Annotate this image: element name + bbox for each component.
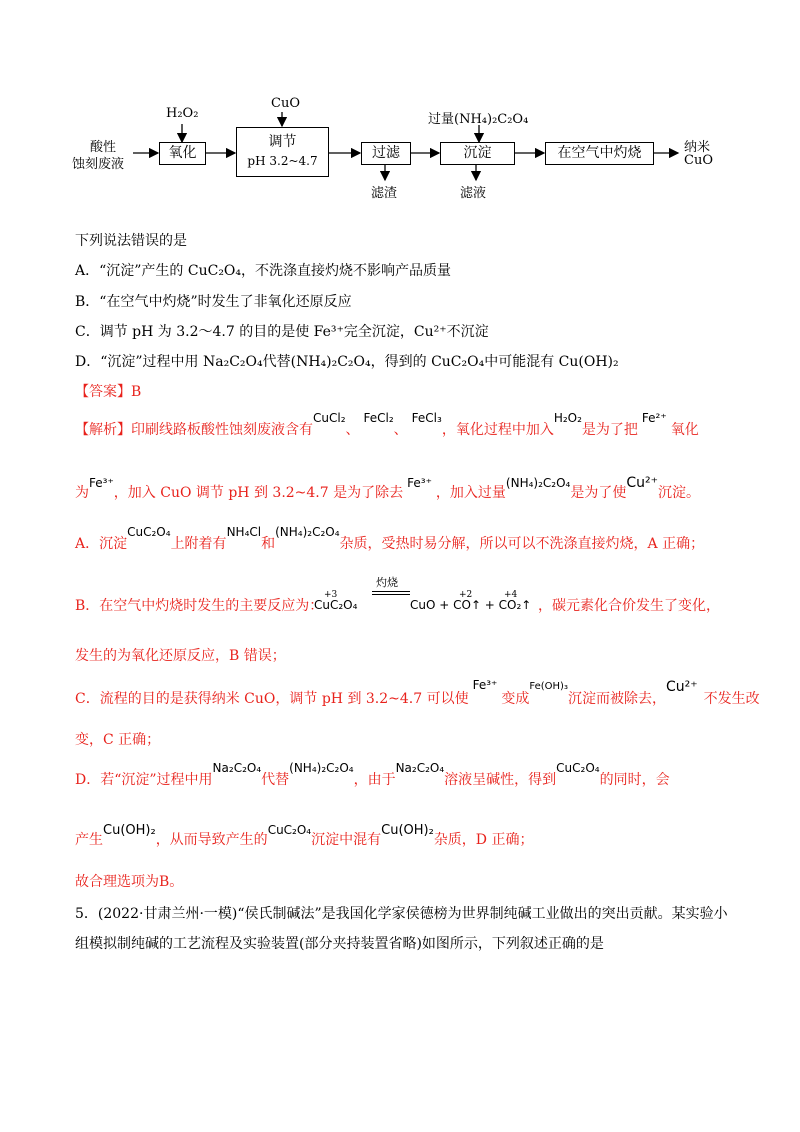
analysis-text: 是为了把 [581,422,638,438]
analysis-text: 【解析】印刷线路板酸性蚀刻废液含有 [75,422,313,438]
analysis-text: ，加入过量 [435,485,506,501]
flow-reagent-h2o2: H₂O₂ [166,106,199,121]
equation-double-bar [372,591,410,595]
analysis-text: 的同时，会 [599,772,670,788]
analysis-text: ，从而导致产生的 [155,832,268,848]
flow-output-line2: CuO [684,153,713,168]
formula-cucl2: CuCl₂ [313,411,346,425]
flow-input-line2: 蚀刻废液 [72,157,125,172]
analysis-text: 溶液呈碱性，得到 [444,772,557,788]
equation-products: CuO + CO↑ + CO₂↑ [410,598,532,612]
analysis-text: 是为了使 [570,485,627,501]
analysis-text: ，由于 [353,772,396,788]
analysis-text: ，加入 CuO 调节 pH 到 3.2~4.7 是为了除去 [113,485,404,501]
flow-box-filter [361,142,411,165]
analysis-text: 产生 [75,832,103,848]
formula-cuoh2: Cu(OH)₂ [103,823,156,838]
formula-cuc2o4: CuC₂O₄ [267,823,312,837]
flow-reagent-ammonium-oxalate: 过量(NH₄)₂C₂O₄ [428,112,529,127]
formula-fe3: Fe³⁺ [472,678,498,692]
analysis-option-a [75,525,705,554]
flow-output-residue: 滤渣 [371,186,398,201]
analysis-text: 代替 [261,772,290,788]
flow-output-filtrate: 滤液 [460,186,487,201]
analysis-conclusion: 故合理选项为B。 [75,874,184,890]
analysis-text: 杂质，D 正确； [433,832,534,848]
analysis-option-b [75,596,323,616]
flow-box-precipitate-label: 沉淀 [463,145,492,161]
answer-label: 【答案】B [75,384,142,400]
analysis-text: 、 [393,422,408,438]
analysis-text: 沉淀。 [658,485,700,501]
next-question-line1: 5．(2022·甘肃兰州·一模)“侯氏制碱法”是我国化学家侯德榜为世界制纯碱工业做出的突出贡献。某实验小 [75,906,728,922]
analysis-text: 沉淀中混有 [311,832,382,848]
formula-nh4-2c2o4: (NH₄)₂C₂O₄ [505,476,571,490]
flow-box-adjust-ph [236,127,329,177]
oxidation-state-c-plus3: +3 [324,590,338,600]
flow-box-adjust-line1: 调节 [268,134,297,150]
analysis-text: 变成 [501,691,530,707]
formula-na2c2o4: Na₂C₂O₄ [395,761,445,775]
analysis-text: 和 [261,536,276,552]
reaction-equation [314,576,532,618]
formula-na2c2o4: Na₂C₂O₄ [212,761,262,775]
flow-box-oxidize-label: 氧化 [168,145,197,161]
analysis-text: ，氧化过程中加入 [441,422,554,438]
analysis-text: A．沉淀 [75,536,128,552]
option-c: C．调节 pH 为 3.2～4.7 的目的是使 Fe³⁺完全沉淀，Cu²⁺不沉淀 [75,324,489,340]
flow-output-line1: 纳米 [684,140,711,155]
flow-box-precipitate [440,142,515,165]
analysis-option-c [75,678,760,711]
analysis-text: 沉淀而被除去， [567,691,666,707]
flow-box-oxidize [159,142,206,165]
formula-fe3: Fe³⁺ [89,476,114,490]
analysis-option-b-line2: 发生的为氧化还原反应，B 错误； [75,648,286,664]
formula-fecl2: FeCl₂ [363,411,394,425]
formula-fecl3: FeCl₃ [411,411,442,425]
oxidation-state-c-plus4: +4 [504,590,518,600]
analysis-text: 不发生改 [703,691,760,707]
flow-box-burn-label: 在空气中灼烧 [557,145,642,161]
question-stem: 下列说法错误的是 [75,233,187,249]
formula-cuc2o4: CuC₂O₄ [127,525,171,539]
equation-condition: 灼烧 [376,576,398,589]
flow-box-adjust-line2: pH 3.2~4.7 [247,154,318,168]
formula-cu2: Cu²⁺ [665,679,698,695]
analysis-line-1 [75,411,699,440]
flow-input-line1: 酸性 [90,140,117,155]
oxidation-state-c-plus2: +2 [459,590,473,600]
formula-h2o2: H₂O₂ [553,411,582,425]
formula-nh4-2c2o4: (NH₄)₂C₂O₄ [275,525,340,539]
flow-box-burn [545,142,654,165]
analysis-line-2 [75,475,700,503]
analysis-text: B．在空气中灼烧时发生的主要反应为： [75,598,324,614]
formula-cuoh2: Cu(OH)₂ [381,823,434,838]
analysis-option-b-tail: ，碳元素化合价发生了变化， [538,598,720,614]
flow-arrows [0,0,800,220]
analysis-text: D．若“沉淀”过程中用 [75,772,213,788]
flow-reagent-cuo: CuO [271,96,300,111]
analysis-text: 为 [75,485,89,501]
analysis-text: 、 [345,422,360,438]
formula-fe3: Fe³⁺ [407,476,432,490]
flow-box-filter-label: 过滤 [372,145,400,161]
analysis-text: 上附着有 [170,536,227,552]
formula-feoh3: Fe(OH)₃ [529,681,568,692]
formula-nh4-2c2o4: (NH₄)₂C₂O₄ [289,761,354,775]
formula-cuc2o4: CuC₂O₄ [556,761,600,775]
analysis-text: 氧化 [670,422,699,438]
analysis-option-d [75,761,670,790]
analysis-option-c-line2: 变，C 正确； [75,732,161,748]
option-a: A．“沉淀”产生的 CuC₂O₄，不洗涤直接灼烧不影响产品质量 [75,263,452,279]
analysis-text: 杂质，受热时易分解，所以可以不洗涤直接灼烧，A 正确； [339,536,705,552]
equation-reactant: CuC₂O₄ [314,598,358,612]
option-b: B．“在空气中灼烧”时发生了非氧化还原反应 [75,294,352,310]
formula-cu2: Cu²⁺ [626,475,658,491]
analysis-text: C．流程的目的是获得纳米 CuO，调节 pH 到 3.2~4.7 可以使 [75,691,469,707]
formula-fe2: Fe²⁺ [641,411,667,425]
analysis-option-d-line2 [75,823,534,851]
formula-nh4cl: NH₄Cl [226,525,262,539]
option-d: D．“沉淀”过程中用 Na₂C₂O₄代替(NH₄)₂C₂O₄，得到的 CuC₂O₄中可能混有 Cu(OH)₂ [75,354,619,370]
next-question-line2: 组模拟制纯碱的工艺流程及实验装置(部分夹持装置省略)如图所示，下列叙述正确的是 [75,936,604,952]
